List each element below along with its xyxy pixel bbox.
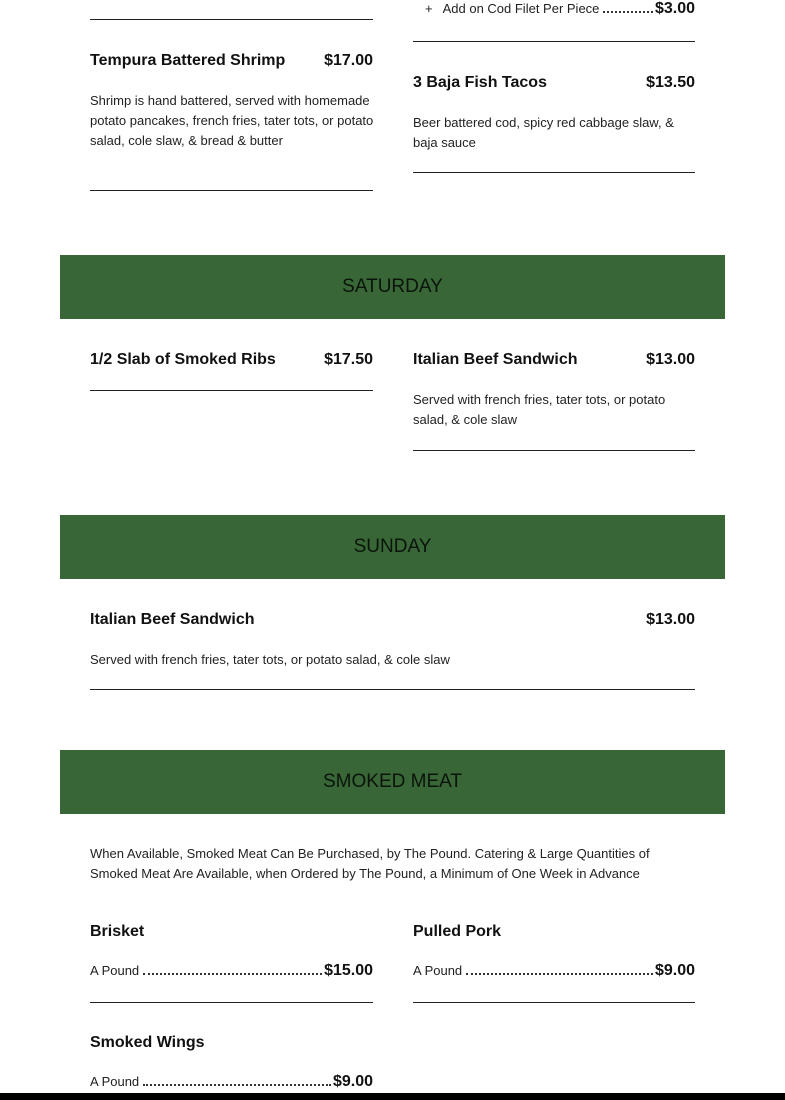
divider xyxy=(413,172,695,173)
bottom-edge-bar xyxy=(0,1093,785,1100)
addon-label: Add on Cod Filet Per Piece xyxy=(442,1,600,16)
menu-item-title: Smoked Wings xyxy=(90,1034,205,1051)
unit-label: A Pound xyxy=(90,1074,140,1089)
section-title: SATURDAY xyxy=(342,276,443,297)
divider xyxy=(90,390,373,391)
divider xyxy=(413,450,695,451)
dot-leader xyxy=(466,973,653,975)
menu-item-description: Served with french fries, tater tots, or potato salad, & cole slaw xyxy=(90,652,450,667)
divider xyxy=(90,19,373,20)
addon-price: $3.00 xyxy=(654,0,695,17)
menu-item-price: $9.00 xyxy=(654,962,695,979)
menu-item-description: Beer battered cod, spicy red cabbage slaw, & baja sauce xyxy=(413,115,674,150)
section-header-sunday xyxy=(60,515,725,579)
addon-option xyxy=(413,0,695,18)
menu-item-description: Shrimp is hand battered, served with homemade potato pancakes, french fries, tater tots, or potato salad, cole slaw, & bread & butter xyxy=(90,93,374,148)
divider xyxy=(413,1002,695,1003)
price-row xyxy=(90,1073,373,1091)
menu-item-title: Italian Beef Sandwich xyxy=(90,611,255,628)
dot-leader xyxy=(143,973,322,975)
menu-item-title: Italian Beef Sandwich xyxy=(413,351,578,368)
price-row xyxy=(90,962,373,980)
price-row xyxy=(413,962,695,980)
menu-item-description: Served with french fries, tater tots, or potato salad, & cole slaw xyxy=(413,392,666,427)
dot-leader xyxy=(143,1084,331,1086)
divider xyxy=(90,1002,373,1003)
menu-item-title: 3 Baja Fish Tacos xyxy=(413,74,547,91)
menu-item-price: $13.00 xyxy=(646,351,695,368)
menu-item-title: Brisket xyxy=(90,923,145,940)
menu-item-price: $9.00 xyxy=(332,1073,373,1090)
section-intro: When Available, Smoked Meat Can Be Purchased, by The Pound. Catering & Large Quantities of Smoked Meat Are Available, when Ordered by The Pound, a Minimum of One Week in Advance xyxy=(90,846,650,881)
menu-item-title: Tempura Battered Shrimp xyxy=(90,52,286,69)
plus-icon: + xyxy=(425,1,433,16)
section-title: SMOKED MEAT xyxy=(323,771,462,792)
section-header-saturday xyxy=(60,255,725,319)
divider xyxy=(413,41,695,42)
menu-item-title: 1/2 Slab of Smoked Ribs xyxy=(90,351,276,368)
menu-item-price: $13.50 xyxy=(646,74,695,91)
section-header-smoked-meat xyxy=(60,750,725,814)
dot-leader xyxy=(603,11,653,13)
unit-label: A Pound xyxy=(90,963,140,978)
menu-item-price: $15.00 xyxy=(324,962,373,979)
divider xyxy=(90,190,373,191)
section-title: SUNDAY xyxy=(353,536,432,557)
divider xyxy=(90,689,695,690)
menu-item-price: $17.50 xyxy=(324,351,373,368)
menu-item-price: $13.00 xyxy=(646,611,695,628)
menu-item-title: Pulled Pork xyxy=(413,923,502,940)
unit-label: A Pound xyxy=(413,963,463,978)
menu-item-price: $17.00 xyxy=(324,52,373,69)
